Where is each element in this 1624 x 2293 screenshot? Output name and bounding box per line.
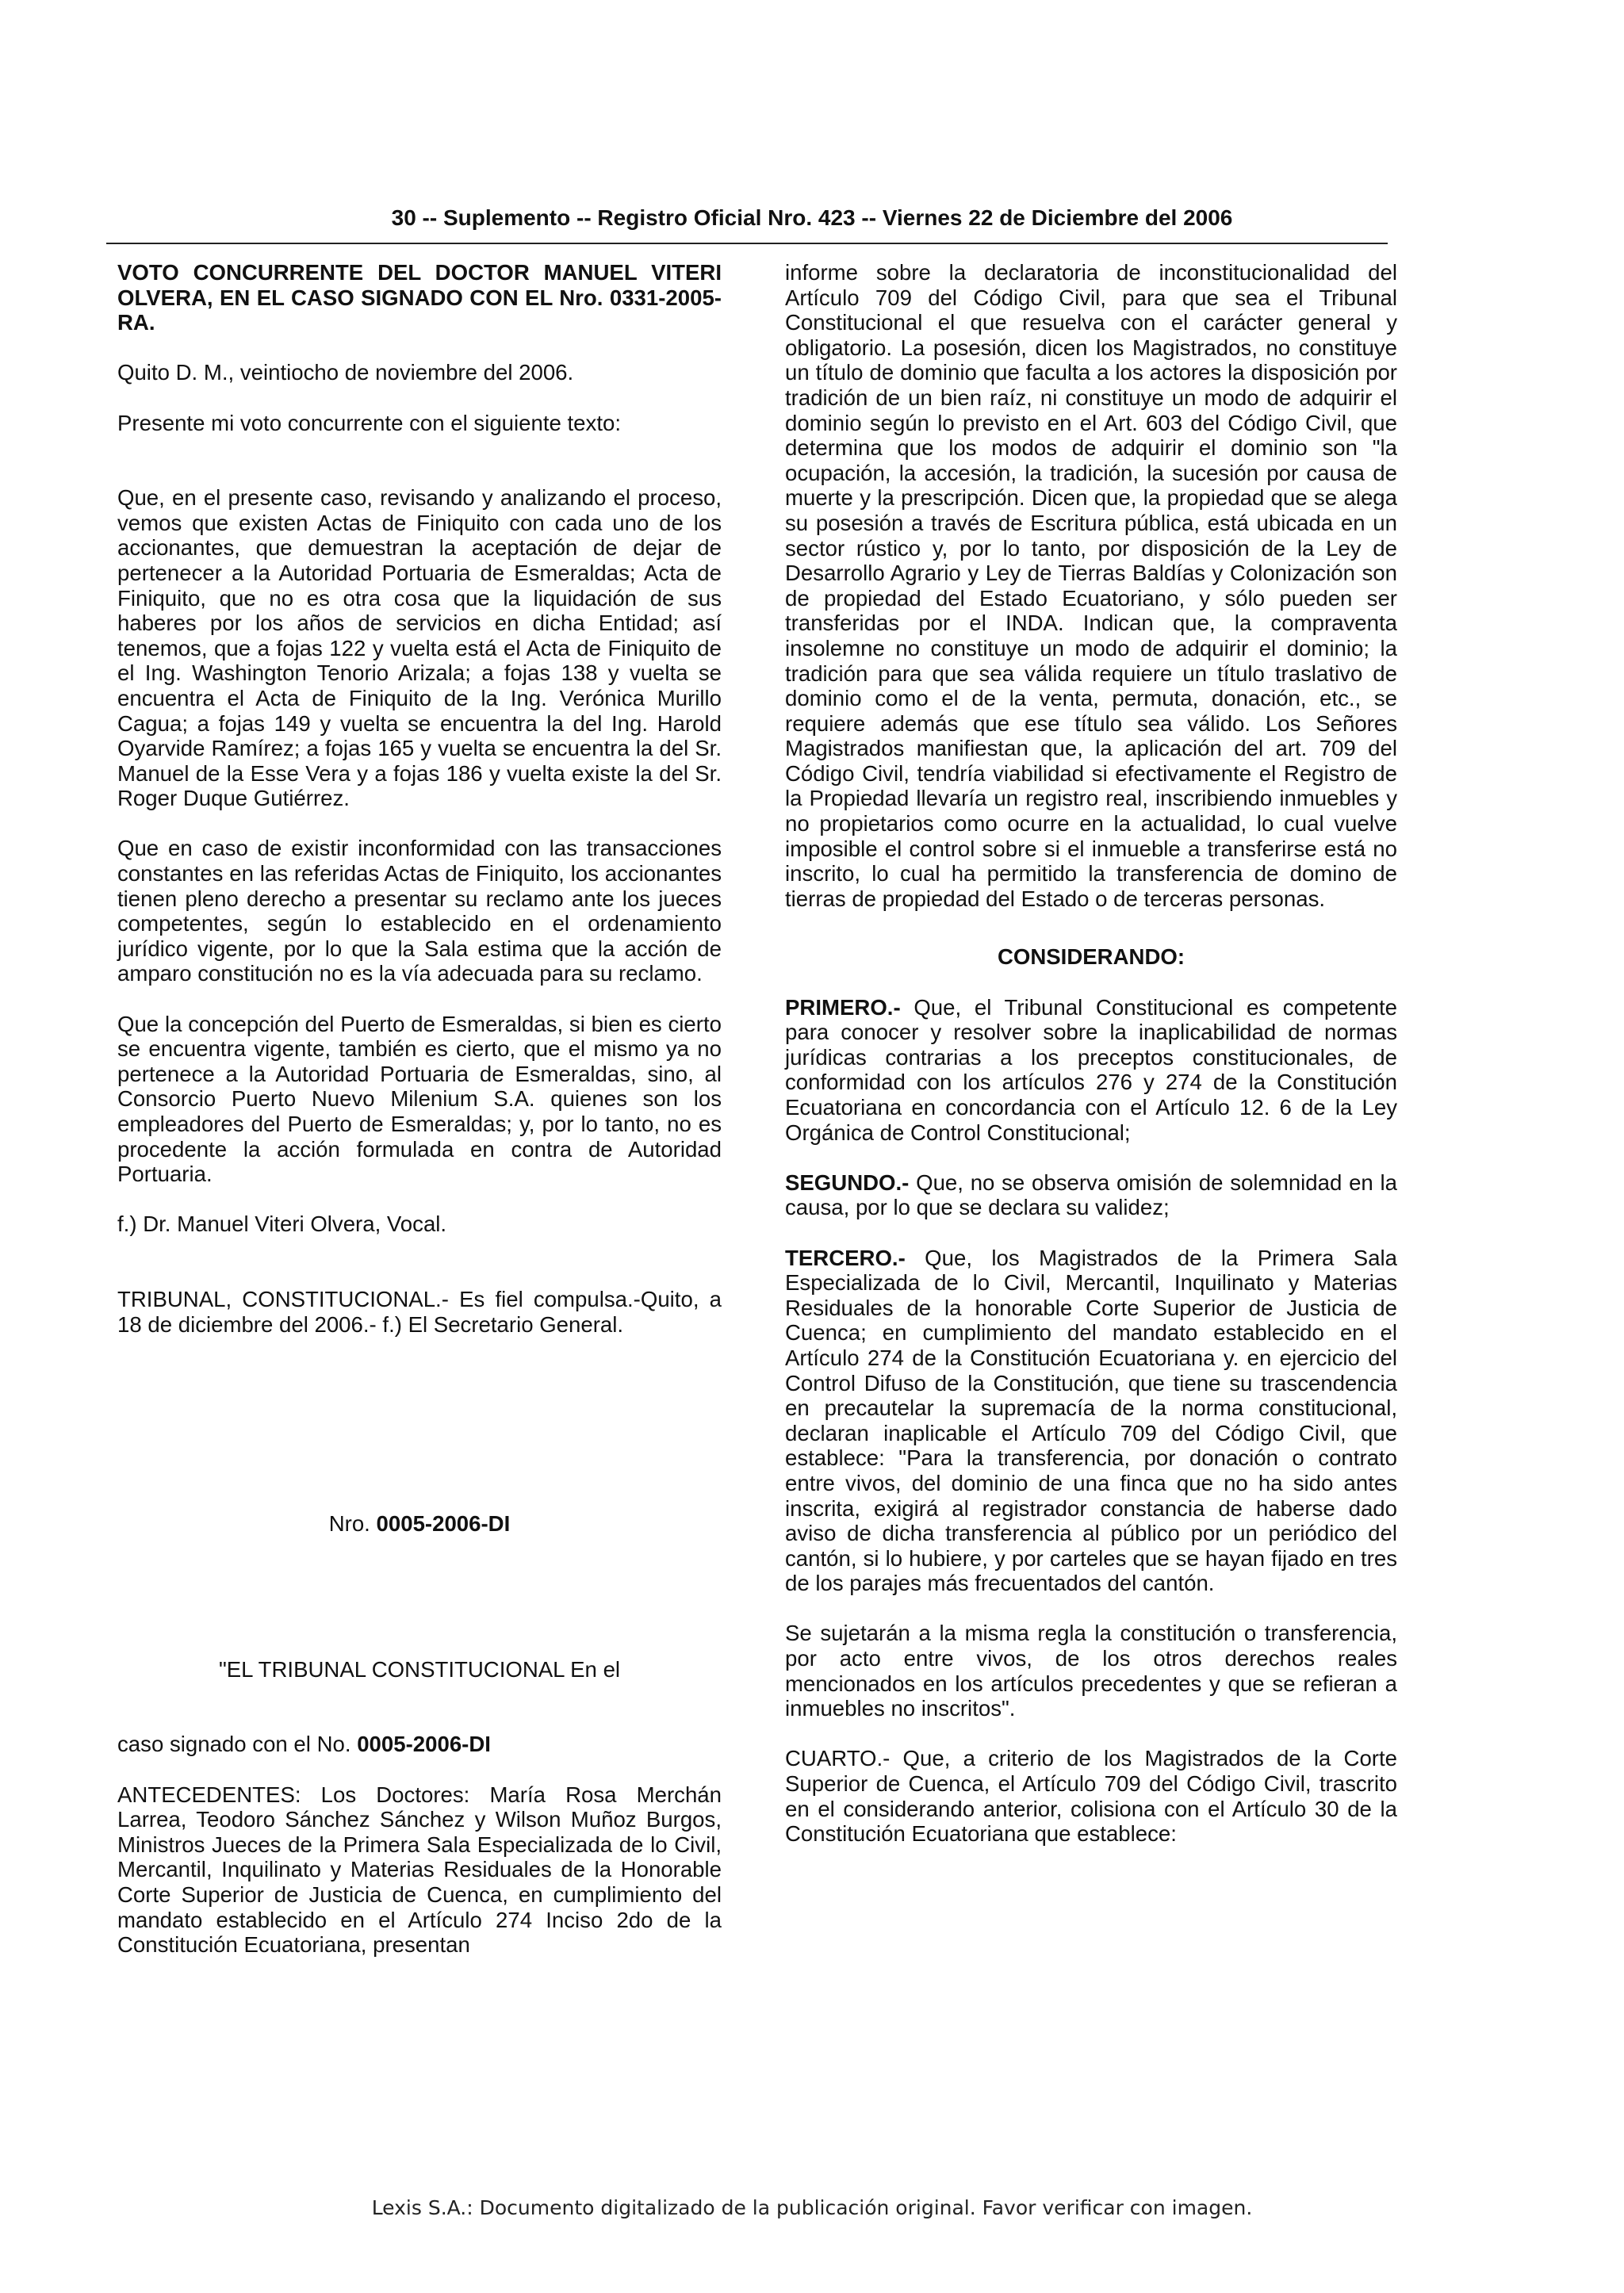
primero-label: PRIMERO.-	[785, 994, 901, 1020]
segundo-label: SEGUNDO.-	[785, 1169, 910, 1195]
intro-line: Presente mi voto concurrente con el siguiente texto:	[117, 410, 622, 435]
considerando-heading: CONSIDERANDO:	[997, 944, 1185, 970]
primero-paragraph	[785, 995, 1397, 1146]
header-rule	[106, 243, 1388, 244]
case-signed-prefix: caso signado con el No.	[117, 1732, 351, 1757]
tercero-paragraph	[785, 1246, 1397, 1596]
certification-line: TRIBUNAL, CONSTITUCIONAL.- Es fiel compulsa.-Quito, a 18 de diciembre del 2006.- f.) El Secretario General.	[117, 1286, 722, 1337]
sujetaran-paragraph: Se sujetarán a la misma regla la constitución o transferencia, por acto entre vivos, de los otros derechos reales mencionados en los artículos precedentes y que se refieran a inmuebles no inscritos".	[785, 1621, 1397, 1721]
case-number-prefix: Nro.	[328, 1511, 370, 1537]
case-number-line	[117, 1511, 722, 1537]
case-signed-number: 0005-2006-DI	[357, 1732, 491, 1757]
right-column	[785, 260, 1397, 1871]
digitization-footer: Lexis S.A.: Documento digitalizado de la publicación original. Favor verificar con imagen.	[371, 2196, 1253, 2219]
paragraph-puerto: Que la concepción del Puerto de Esmeraldas, si bien es cierto se encuentra vigente, también es cierto, que el mismo ya no pertenece a la Autoridad Portuaria de Esmeraldas, sino, al Consorcio Puerto Nuevo Milenium S.A. quienes son los empleadores del Puerto de Esmeraldas; y, por lo tanto, no es procedente la acción formulada en contra de Autoridad Portuaria.	[117, 1011, 722, 1187]
case-signed-line	[117, 1732, 722, 1757]
segundo-text: Que, no se observa omisión de solemnidad en la causa, por lo que se declara su validez;	[785, 1169, 1397, 1220]
signature-line: f.) Dr. Manuel Viteri Olvera, Vocal.	[117, 1212, 447, 1237]
left-column	[117, 260, 722, 1982]
cuarto-paragraph: CUARTO.- Que, a criterio de los Magistrados de la Corte Superior de Cuenca, el Artículo 709 del Código Civil, trascrito en el considerando anterior, colisiona con el Artículo 30 de la Constitución Ecuatoriana que establece:	[785, 1746, 1397, 1847]
paragraph-finiquito: Que, en el presente caso, revisando y analizando el proceso, vemos que existen Actas de Finiquito con cada uno de los accionantes, que demuestran la aceptación de dejar de pertenecer a la Autoridad Portuaria de Esmeraldas; Acta de Finiquito, que no es otra cosa que la liquidación de sus haberes por los años de servicios en dicha Entidad; así tenemos, que a fojas 122 y vuelta está el Acta de Finiquito de el Ing. Washington Tenorio Arizala; a fojas 138 y vuelta se encuentra el Acta de Finiquito de la Ing. Verónica Murillo Cagua; a fojas 149 y vuelta se encuentra la del Ing. Harold Oyarvide Ramírez; a fojas 165 y vuelta se encuentra la del Sr. Manuel de la Esse Vera y a fojas 186 y vuelta existe la del Sr. Roger Duque Gutiérrez.	[117, 485, 722, 811]
paragraph-inconformidad: Que en caso de existir inconformidad con las transacciones constantes en las referidas Actas de Finiquito, los accionantes tienen pleno derecho a presentar su reclamo ante los jueces competentes, según lo establecido en el ordenamiento jurídico vigente, por lo que la Sala estima que la acción de amparo constitución no es la vía adecuada para su reclamo.	[117, 836, 722, 986]
segundo-paragraph	[785, 1170, 1397, 1220]
case-number: 0005-2006-DI	[376, 1511, 511, 1537]
paragraph-informe: informe sobre la declaratoria de inconstitucionalidad del Artículo 709 del Código Civil, para que sea el Tribunal Constitucional el que resuelva con el carácter general y obligatorio. La posesión, dicen los Magistrados, no constituye un título de dominio que faculta a los actores la disposición por tradición de un bien raíz, ni constituye un modo de adquirir el dominio según lo previsto en el Art. 603 del Código Civil, que determina que los modos de adquirir el dominio son "la ocupación, la accesión, la tradición, la sucesión por causa de muerte y la prescripción. Dicen que, la propiedad que se alega su posesión a través de Escritura pública, está ubicada en un sector rústico y, por lo tanto, por disposición de la Ley de Desarrollo Agrario y Ley de Tierras Baldías y Colonización son de propiedad del Estado Ecuatoriano, y sólo pueden ser transferidas por el INDA. Indican que, la compraventa insolemne no constituye un modo de adquirir el dominio; la tradición para que sea válida requiere un título traslativo de dominio como el de la venta, permuta, donación, etc., se requiere además que ese título sea válido. Los Señores Magistrados manifiestan que, la aplicación del art. 709 del Código Civil, tendría viabilidad si efectivamente el Registro de la Propiedad llevaría un registro real, inscribiendo inmuebles y no propietarios como ocurre en la actualidad, lo cual vuelve imposible el control sobre si el inmueble a transferirse está no inscrito, lo cual ha permitido la transferencia de domino de tierras de propiedad del Estado o de terceras personas.	[785, 260, 1397, 911]
tercero-label: TERCERO.-	[785, 1245, 906, 1270]
vote-title: VOTO CONCURRENTE DEL DOCTOR MANUEL VITERI OLVERA, EN EL CASO SIGNADO CON EL Nro. 0331-2005-RA.	[117, 260, 722, 335]
date-line: Quito D. M., veintiocho de noviembre del 2006.	[117, 360, 574, 385]
tercero-text: Que, los Magistrados de la Primera Sala Especializada de lo Civil, Mercantil, Inquilinato y Materias Residuales de la honorable Corte Superior de Justicia de Cuenca; en cumplimiento del mandato establecido en el Artículo 274 de la Constitución Ecuatoriana y. en ejercicio del Control Difuso de la Constitución, que tiene su trascendencia en precautelar la supremacía de la norma constitucional, declaran inaplicable el Artículo 709 del Código Civil, que establece: "Para la transferencia, por donación o contrato entre vivos, del dominio de una finca que no ha sido antes inscrita, exigirá al registrador constancia de haberse dado aviso de dicha transferencia al público por un periódico del cantón, si lo hubiere, y por carteles que se hayan fijado en tres de los parajes más frecuentados del cantón.	[785, 1245, 1397, 1596]
running-header: 30 -- Suplemento -- Registro Oficial Nro. 423 -- Viernes 22 de Diciembre del 2006	[391, 205, 1233, 230]
tribunal-line: "EL TRIBUNAL CONSTITUCIONAL En el	[218, 1656, 621, 1682]
antecedentes-paragraph: ANTECEDENTES: Los Doctores: María Rosa Merchán Larrea, Teodoro Sánchez Sánchez y Wilson Muñoz Burgos, Ministros Jueces de la Primera Sala Especializada de lo Civil, Mercantil, Inquilinato y Materias Residuales de la Honorable Corte Superior de Justicia de Cuenca, en cumplimiento del mandato establecido en el Artículo 274 Inciso 2do de la Constitución Ecuatoriana, presentan	[117, 1782, 722, 1958]
primero-text: Que, el Tribunal Constitucional es competente para conocer y resolver sobre la inaplicabilidad de normas jurídicas contrarias a los preceptos constitucionales, de conformidad con los artículos 276 y 274 de la Constitución Ecuatoriana en concordancia con el Artículo 12. 6 de la Ley Orgánica de Control Constitucional;	[785, 994, 1397, 1145]
